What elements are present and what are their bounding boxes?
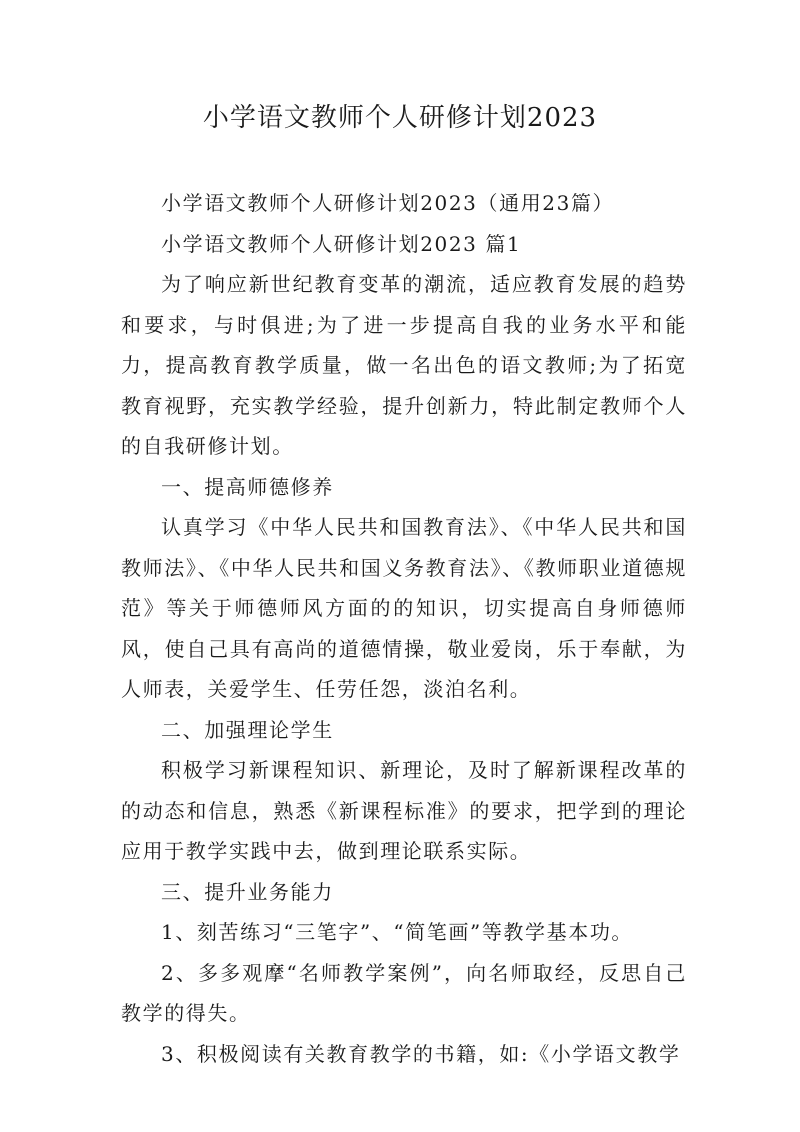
section-2-paragraph: 积极学习新课程知识、新理论，及时了解新课程改革的的动态和信息，熟悉《新课程标准》的要求，把学到的理论应用于教学实践中去，做到理论联系实际。 (121, 758, 687, 863)
list-item-3: 3、积极阅读有关教育教学的书籍，如:《小学语文教学 (161, 1041, 681, 1066)
section-1-paragraph: 认真学习《中华人民共和国教育法》、《中华人民共和国教师法》、《中华人民共和国义务教育法》、《教师职业道德规范》等关于师德师风方面的的知识，切实提高自身师德师风，使自己具有高尚的道德情操，敬业爱岗，乐于奉献，为人师表，关爱学生、任劳任怨，淡泊名利。 (121, 515, 687, 701)
list-item-1: 1、刻苦练习“三笔字”、“简笔画”等教学基本功。 (161, 920, 634, 944)
section-heading-2: 二、加强理论学生 (161, 717, 334, 742)
document-body (121, 183, 687, 1074)
list-item-2: 2、多多观摩“名师教学案例”，向名师取经，反思自己教学的得失。 (121, 960, 687, 1025)
section-heading-1: 一、提高师德修养 (161, 474, 334, 499)
section-heading-3: 三、提升业务能力 (161, 879, 334, 904)
document-title: 小学语文教师个人研修计划2023 (202, 103, 598, 133)
subtitle-paragraph: 小学语文教师个人研修计划2023（通用23篇） (161, 191, 615, 215)
article-heading: 小学语文教师个人研修计划2023 篇1 (161, 231, 522, 256)
intro-paragraph: 为了响应新世纪教育变革的潮流，适应教育发展的趋势和要求，与时俱进;为了进一步提高自我的业务水平和能力，提高教育教学质量，做一名出色的语文教师;为了拓宽教育视野，充实教学经验，提升创新力，特此制定教师个人的自我研修计划。 (121, 272, 687, 458)
